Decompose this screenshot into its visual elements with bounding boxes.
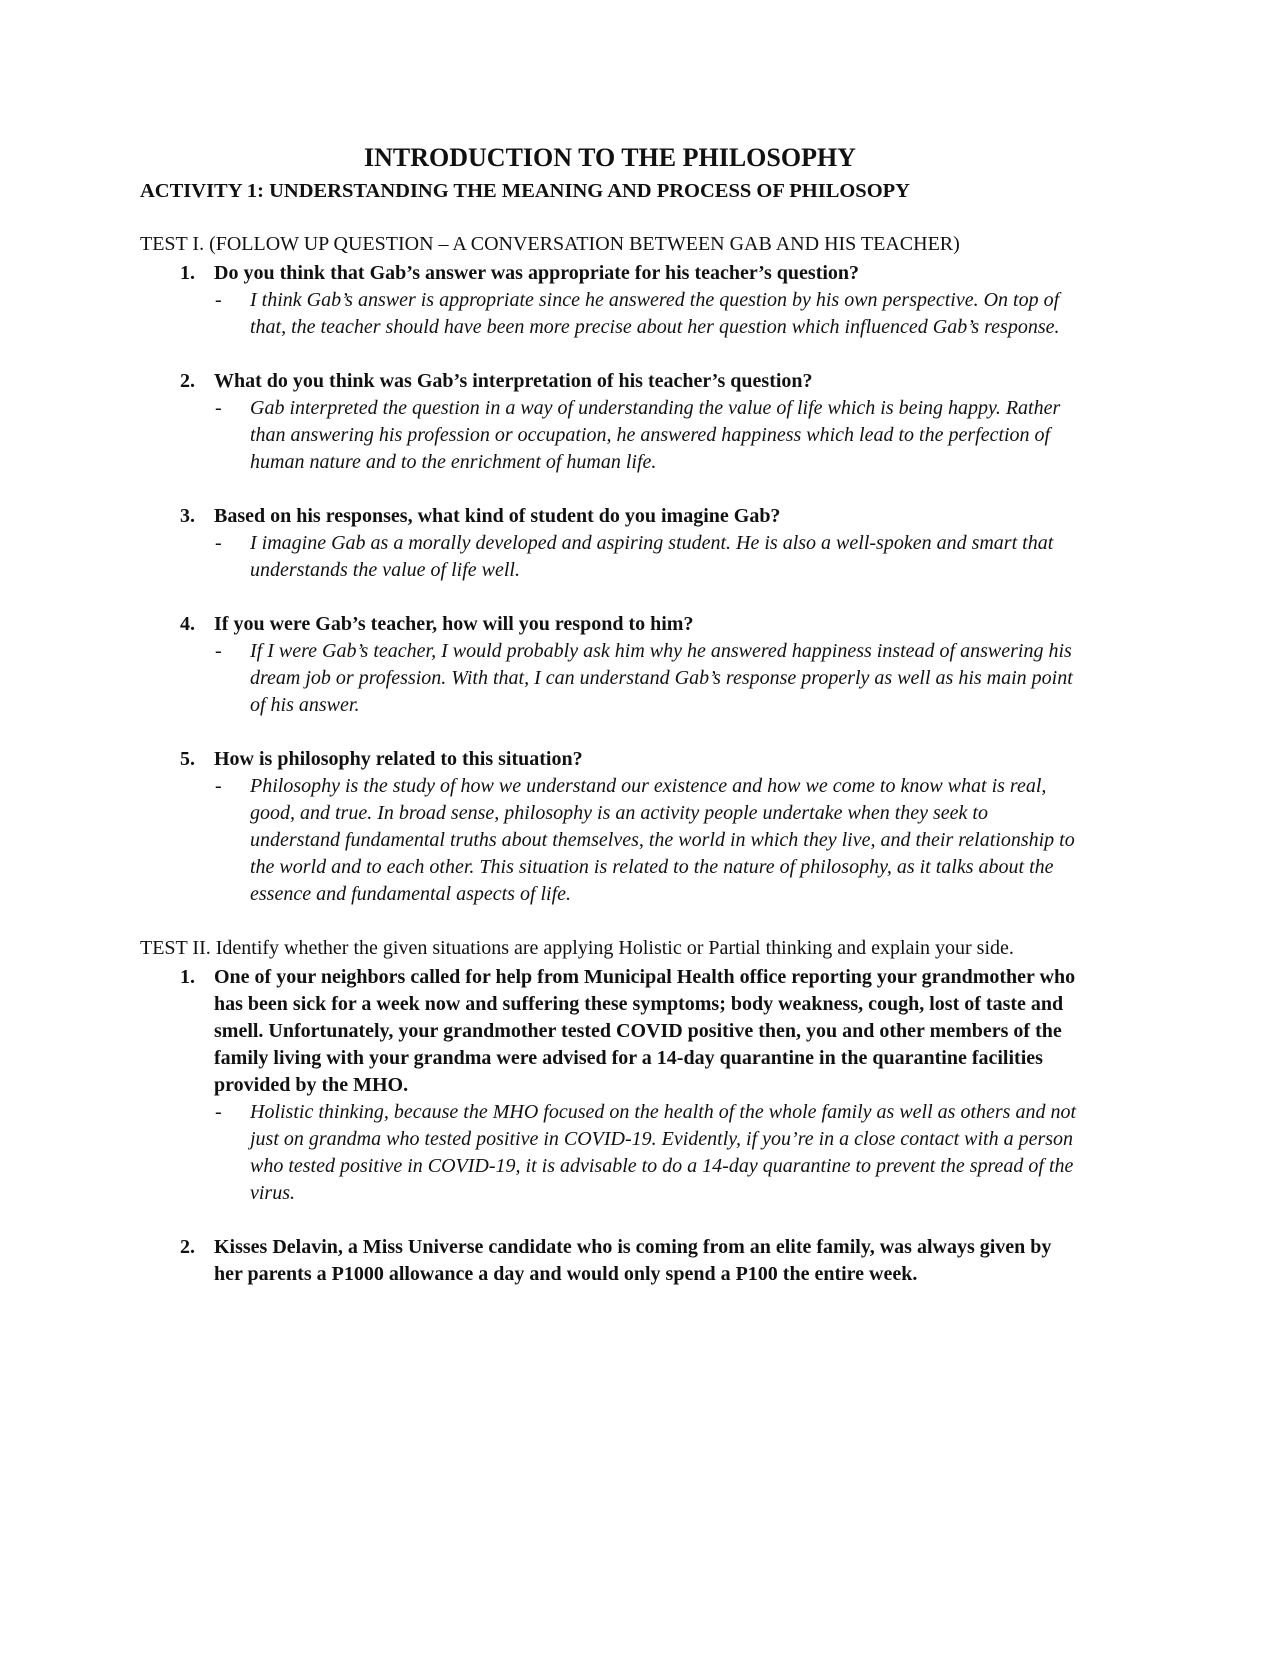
- question-number: 5.: [180, 748, 195, 770]
- test1-heading: TEST I. (FOLLOW UP QUESTION – A CONVERSATION BETWEEN GAB AND HIS TEACHER): [140, 233, 960, 255]
- answer-bullet: -: [215, 532, 222, 554]
- test2-heading: TEST II. Identify whether the given situations are applying Holistic or Partial thinking and explain your side.: [140, 937, 1014, 959]
- question-number: 2.: [180, 1236, 195, 1258]
- answer-text: I think Gab’s answer is appropriate since he answered the question by his own perspective. On top of that, the teacher should have been more precise about her question which influenced Gab’s response.: [250, 289, 1060, 338]
- test2-section: [140, 935, 1080, 1288]
- question-text: Based on his responses, what kind of student do you imagine Gab?: [214, 505, 781, 527]
- test1-section: [140, 231, 1080, 908]
- test1-question-item-1: [140, 260, 1080, 341]
- answer-text: I imagine Gab as a morally developed and aspiring student. He is also a well-spoken and smart that understands the value of life well.: [250, 532, 1054, 581]
- doc-title: INTRODUCTION TO THE PHILOSOPHY: [364, 143, 856, 172]
- test2-question-item-2: [140, 1234, 1080, 1288]
- question-number: 1.: [180, 966, 195, 988]
- answer-bullet: -: [215, 775, 222, 797]
- answer-bullet: -: [215, 397, 222, 419]
- answer-text: Philosophy is the study of how we understand our existence and how we come to know what is real, good, and true. In broad sense, philosophy is an activity people undertake when they seek to understand fundamental truths about themselves, the world in which they live, and their relationship to the world and to each other. This situation is related to the nature of philosophy, as it talks about the essence and fundamental aspects of life.: [250, 775, 1075, 905]
- doc-subtitle: ACTIVITY 1: UNDERSTANDING THE MEANING AND PROCESS OF PHILOSOPY: [140, 180, 910, 202]
- question-text: What do you think was Gab’s interpretation of his teacher’s question?: [214, 370, 813, 392]
- answer-text: Gab interpreted the question in a way of understanding the value of life which is being happy. Rather than answering his profession or occupation, he answered happiness which lead to the perfection of human nature and to the enrichment of human life.: [250, 397, 1061, 473]
- question-number: 3.: [180, 505, 195, 527]
- question-text: If you were Gab’s teacher, how will you respond to him?: [214, 613, 694, 635]
- answer-text: If I were Gab’s teacher, I would probably ask him why he answered happiness instead of answering his dream job or profession. With that, I can understand Gab’s response properly as well as his main point of his answer.: [250, 640, 1073, 716]
- question-number: 2.: [180, 370, 195, 392]
- test1-question-item-4: [140, 611, 1080, 719]
- answer-bullet: -: [215, 1101, 222, 1123]
- test1-question-item-5: [140, 746, 1080, 908]
- question-number: 4.: [180, 613, 195, 635]
- question-text: Do you think that Gab’s answer was appropriate for his teacher’s question?: [214, 262, 860, 284]
- question-text: One of your neighbors called for help from Municipal Health office reporting your grandmother who has been sick for a week now and suffering these symptoms; body weakness, cough, lost of taste and smell. Unfortunately, your grandmother tested COVID positive then, you and other members of the family living with your grandma were advised for a 14-day quarantine in the quarantine facilities provided by the MHO.: [214, 966, 1076, 1096]
- test1-question-item-2: [140, 368, 1080, 476]
- question-number: 1.: [180, 262, 195, 284]
- answer-bullet: -: [215, 289, 222, 311]
- answer-bullet: -: [215, 640, 222, 662]
- answer-text: Holistic thinking, because the MHO focused on the health of the whole family as well as others and not just on grandma who tested positive in COVID-19. Evidently, if you’re in a close contact with a person who tested positive in COVID-19, it is advisable to do a 14-day quarantine to prevent the spread of the virus.: [250, 1101, 1076, 1204]
- question-text: Kisses Delavin, a Miss Universe candidate who is coming from an elite family, was always given by her parents a P1000 allowance a day and would only spend a P100 the entire week.: [214, 1236, 1052, 1285]
- test2-question-item-1: [140, 964, 1080, 1207]
- question-text: How is philosophy related to this situation?: [214, 748, 583, 770]
- test1-question-item-3: [140, 503, 1080, 584]
